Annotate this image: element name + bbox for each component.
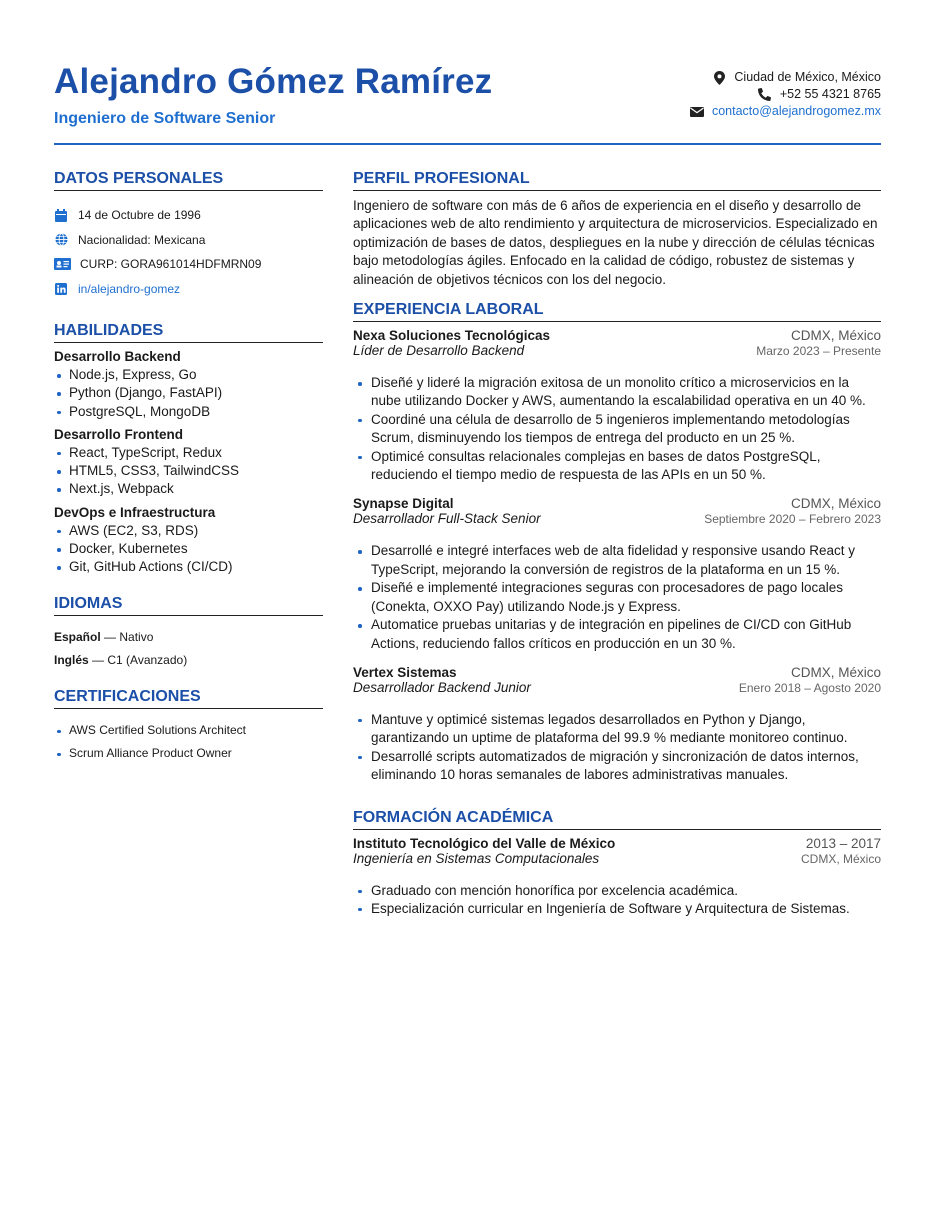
job-bullets xyxy=(353,374,881,484)
personal-list xyxy=(54,203,323,301)
job-company: Synapse Digital xyxy=(353,496,454,512)
skill-item: React, TypeScript, Redux xyxy=(54,444,323,462)
experience-section xyxy=(353,301,881,785)
skill-category: Desarrollo Frontend xyxy=(54,426,184,442)
education-institution: Instituto Tecnológico del Valle de México xyxy=(353,835,616,851)
job-bullet: Coordiné una célula de desarrollo de 5 ingenieros implementando metodologías Scrum, disminuyendo los tiempos de entrega del producto en un 25 %. xyxy=(353,411,881,448)
personal-nationality xyxy=(54,228,323,253)
language-item xyxy=(54,626,323,649)
personal-nationality-text: Nacionalidad: Mexicana xyxy=(78,232,206,247)
education-bullet: Especialización curricular en Ingeniería de Software y Arquitectura de Sistemas. xyxy=(353,900,881,918)
job-dates: Septiembre 2020 – Febrero 2023 xyxy=(704,512,881,527)
skill-list xyxy=(54,444,323,499)
education-bullets xyxy=(353,882,881,919)
job-entry xyxy=(353,665,881,785)
skill-item: Git, GitHub Actions (CI/CD) xyxy=(54,558,323,576)
certification-item: Scrum Alliance Product Owner xyxy=(54,742,323,765)
job-bullet: Automatice pruebas unitarias y de integración en pipelines de CI/CD con GitHub Actions, reduciendo fallos críticos en producción en un 30 %. xyxy=(353,616,881,653)
resume-page xyxy=(54,0,881,916)
skill-item: Next.js, Webpack xyxy=(54,480,323,498)
certification-item: AWS Certified Solutions Architect xyxy=(54,719,323,742)
skill-list xyxy=(54,366,323,421)
skill-list xyxy=(54,522,323,577)
language-level: — C1 (Avanzado) xyxy=(92,652,188,667)
personal-birthdate-text: 14 de Octubre de 1996 xyxy=(78,208,201,223)
phone-text: +52 55 4321 8765 xyxy=(779,87,881,101)
job-company: Vertex Sistemas xyxy=(353,664,457,680)
linkedin-link[interactable]: in/alejandro-gomez xyxy=(78,281,181,296)
personal-linkedin[interactable] xyxy=(54,277,323,302)
location-text: Ciudad de México, México xyxy=(734,70,881,84)
job-bullet: Mantuve y optimicé sistemas legados desarrollados en Python y Django, garantizando un uptime de plataforma del 99.9 % mediante monitoreo continuo. xyxy=(353,711,881,748)
skill-item: HTML5, CSS3, TailwindCSS xyxy=(54,462,323,480)
globe-icon xyxy=(54,233,68,247)
skill-category: Desarrollo Backend xyxy=(54,349,181,364)
skills-title: HABILIDADES xyxy=(54,322,323,343)
skill-item: Python (Django, FastAPI) xyxy=(54,384,323,402)
skills-section xyxy=(54,322,323,577)
profile-section xyxy=(353,170,881,289)
certifications-section xyxy=(54,688,323,765)
experience-title: EXPERIENCIA LABORAL xyxy=(353,301,881,322)
education-bullet: Graduado con mención honorífica por excelencia académica. xyxy=(353,882,881,900)
job-entry xyxy=(353,328,881,484)
job-bullet: Desarrollé e integré interfaces web de alta fidelidad y responsive usando React y TypeScript, mejorando la conversión de registros de la plataforma en un 15 %. xyxy=(353,542,881,579)
email-link[interactable]: contacto@alejandrogomez.mx xyxy=(711,104,881,118)
right-column xyxy=(353,170,881,918)
job-bullet: Desarrollé scripts automatizados de migración y sincronización de datos internos, eliminando 10 horas semanales de labores administrativas manuales. xyxy=(353,748,881,785)
id-card-icon xyxy=(54,257,71,271)
languages-title: IDIOMAS xyxy=(54,595,323,616)
envelope-icon xyxy=(690,107,704,117)
job-role: Desarrollador Full-Stack Senior xyxy=(353,511,541,527)
personal-birthdate xyxy=(54,203,323,228)
language-level: — Nativo xyxy=(104,629,154,644)
language-item xyxy=(54,649,323,672)
education-section xyxy=(353,809,881,919)
job-bullets xyxy=(353,542,881,652)
linkedin-icon xyxy=(54,282,68,296)
skill-category: DevOps e Infraestructura xyxy=(54,504,216,520)
calendar-icon xyxy=(54,208,68,222)
job-bullet: Diseñé e implementé integraciones seguras con procesadores de pago locales (Conekta, OXXO Pay) utilizando Node.js y Express. xyxy=(353,579,881,616)
map-pin-icon xyxy=(712,71,726,85)
skill-item: Docker, Kubernetes xyxy=(54,540,323,558)
job-dates: Marzo 2023 – Presente xyxy=(756,344,881,359)
contact-block xyxy=(690,69,881,120)
skill-item: AWS (EC2, S3, RDS) xyxy=(54,522,323,540)
skill-item: Node.js, Express, Go xyxy=(54,366,323,384)
profile-text: Ingeniero de software con más de 6 años de experiencia en el diseño y desarrollo de aplicaciones web de alto rendimiento y arquitectura de microservicios. Especializado en optimización de bases de datos, despliegues en la nube y dirección de células técnicas bajo metodologías ágiles. Enfocado en la calidad de código, robustez de sistemas y alineación de objetivos técnicos con los del negocio. xyxy=(353,198,878,287)
resume-header xyxy=(54,0,881,145)
job-location: CDMX, México xyxy=(790,496,881,512)
personal-title: DATOS PERSONALES xyxy=(54,170,323,191)
job-location: CDMX, México xyxy=(790,664,881,680)
job-company: Nexa Soluciones Tecnológicas xyxy=(353,328,551,344)
contact-location xyxy=(690,69,881,86)
education-title: FORMACIÓN ACADÉMICA xyxy=(353,809,881,830)
phone-icon xyxy=(758,88,772,101)
job-location: CDMX, México xyxy=(790,328,881,344)
job-bullets xyxy=(353,711,881,785)
language-name: Español xyxy=(54,629,101,644)
job-entry xyxy=(353,496,881,652)
candidate-title: Ingeniero de Software Senior xyxy=(54,110,276,127)
education-years: 2013 – 2017 xyxy=(805,835,881,851)
job-bullet: Optimicé consultas relacionales complejas en bases de datos PostgreSQL, reduciendo el tiempo medio de respuesta de las APIs en un 50 %. xyxy=(353,448,881,485)
job-role: Desarrollador Backend Junior xyxy=(353,679,531,695)
personal-curp-text: CURP: GORA961014HDFMRN09 xyxy=(80,257,262,272)
job-bullet: Diseñé y lideré la migración exitosa de un monolito crítico a microservicios en la nube utilizando Docker y AWS, aumentando la escalabilidad operativa en un 40 %. xyxy=(353,374,881,411)
certifications-title: CERTIFICACIONES xyxy=(54,688,323,709)
education-entry xyxy=(353,836,881,919)
profile-title: PERFIL PROFESIONAL xyxy=(353,170,881,191)
left-column xyxy=(54,170,323,771)
candidate-name: Alejandro Gómez Ramírez xyxy=(54,62,493,101)
contact-email xyxy=(690,103,881,120)
personal-curp xyxy=(54,252,323,277)
job-role: Líder de Desarrollo Backend xyxy=(353,343,525,359)
personal-section xyxy=(54,170,323,301)
contact-phone xyxy=(690,86,881,103)
education-location: CDMX, México xyxy=(800,851,881,866)
education-degree: Ingeniería en Sistemas Computacionales xyxy=(353,850,600,866)
job-dates: Enero 2018 – Agosto 2020 xyxy=(738,680,881,695)
certification-list xyxy=(54,719,323,765)
language-list xyxy=(54,626,323,672)
language-name: Inglés xyxy=(54,652,89,667)
skill-item: PostgreSQL, MongoDB xyxy=(54,403,323,421)
languages-section xyxy=(54,595,323,672)
